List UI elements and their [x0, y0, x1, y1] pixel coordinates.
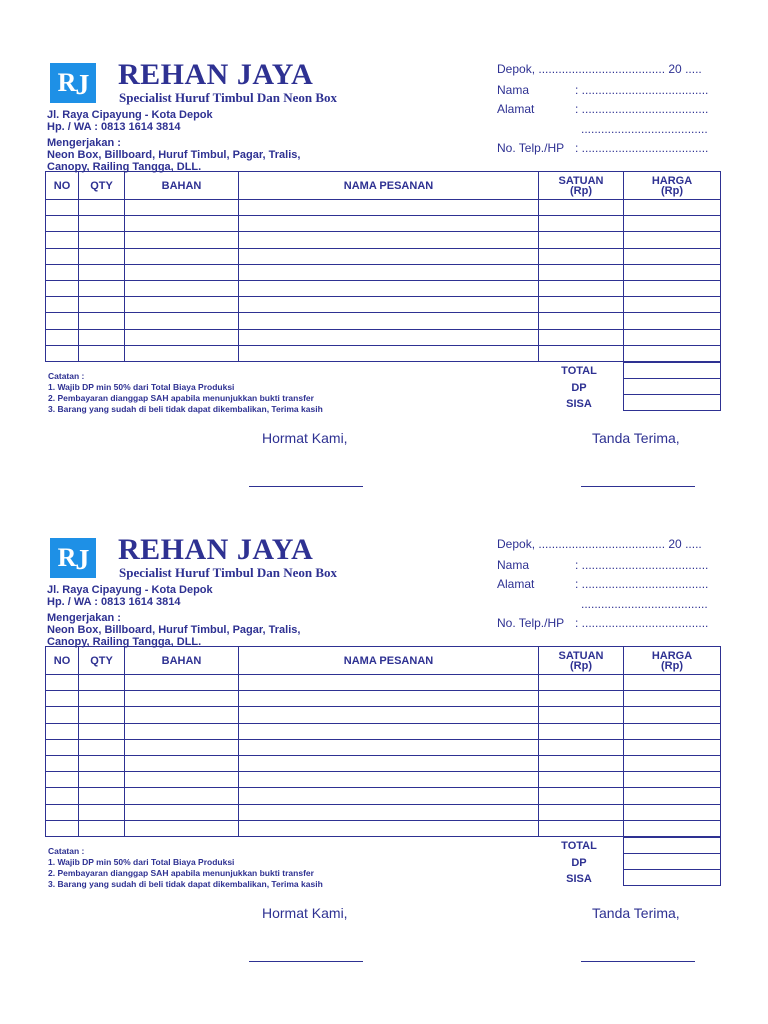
order-table [45, 646, 721, 837]
table-cell[interactable] [239, 772, 539, 788]
phone-value: : ...................................... [575, 616, 709, 630]
table-cell[interactable] [79, 788, 125, 804]
table-cell[interactable] [46, 675, 79, 691]
table-cell[interactable] [539, 804, 624, 820]
table-row [46, 675, 721, 691]
signature-sender-label: Hormat Kami, [262, 430, 348, 446]
col-header-nama-pesanan: NAMA PESANAN [239, 172, 539, 200]
table-cell[interactable] [539, 345, 624, 361]
dp-cell[interactable] [624, 854, 721, 870]
sisa-cell[interactable] [624, 870, 721, 886]
address-value: : ...................................... [575, 102, 709, 116]
table-cell[interactable] [46, 723, 79, 739]
table-cell[interactable] [79, 200, 125, 216]
col-header-satuan: SATUAN (Rp) [539, 172, 624, 200]
table-cell[interactable] [539, 772, 624, 788]
table-cell[interactable] [125, 772, 239, 788]
table-cell[interactable] [539, 216, 624, 232]
table-cell[interactable] [46, 248, 79, 264]
col-header-qty: QTY [79, 647, 125, 675]
table-cell[interactable] [239, 313, 539, 329]
table-cell[interactable] [79, 216, 125, 232]
table-cell[interactable] [79, 232, 125, 248]
table-cell[interactable] [539, 313, 624, 329]
table-cell[interactable] [624, 216, 721, 232]
table-cell[interactable] [46, 820, 79, 836]
table-cell[interactable] [239, 739, 539, 755]
totals-table [623, 837, 721, 886]
company-name: REHAN JAYA [118, 533, 314, 566]
table-row [46, 723, 721, 739]
col-header-harga: HARGA (Rp) [624, 172, 721, 200]
table-cell[interactable] [46, 739, 79, 755]
table-cell[interactable] [125, 707, 239, 723]
company-address: Jl. Raya Cipayung - Kota Depok [47, 109, 213, 121]
address-field[interactable] [497, 102, 708, 116]
table-cell[interactable] [125, 280, 239, 296]
services-title: Mengerjakan : [47, 612, 121, 624]
table-cell[interactable] [624, 691, 721, 707]
total-label: TOTAL [561, 365, 597, 377]
note-item: 3. Barang yang sudah di beli tidak dapat dikembalikan, Terima kasih [48, 879, 323, 889]
table-cell[interactable] [125, 804, 239, 820]
table-cell[interactable] [125, 216, 239, 232]
table-cell[interactable] [46, 216, 79, 232]
note-item: 1. Wajib DP min 50% dari Total Biaya Produksi [48, 857, 235, 867]
phone-label: No. Telp./HP [497, 616, 565, 630]
table-cell[interactable] [539, 248, 624, 264]
company-tagline: Specialist Huruf Timbul Dan Neon Box [119, 90, 338, 105]
totals-table [623, 362, 721, 411]
table-row [46, 216, 721, 232]
table-cell[interactable] [624, 232, 721, 248]
sisa-label: SISA [566, 873, 592, 885]
table-cell[interactable] [624, 264, 721, 280]
name-value: : ...................................... [575, 83, 709, 97]
company-logo: RJ [50, 63, 96, 103]
phone-label: No. Telp./HP [497, 141, 565, 155]
table-cell[interactable] [46, 788, 79, 804]
table-cell[interactable] [539, 820, 624, 836]
dp-label: DP [571, 382, 587, 394]
table-row [46, 297, 721, 313]
table-cell[interactable] [46, 345, 79, 361]
signature-receiver-line[interactable] [581, 961, 695, 962]
table-cell[interactable] [239, 675, 539, 691]
table-cell[interactable] [125, 200, 239, 216]
table-cell[interactable] [46, 280, 79, 296]
table-cell[interactable] [79, 297, 125, 313]
company-tagline: Specialist Huruf Timbul Dan Neon Box [119, 565, 338, 580]
table-cell[interactable] [46, 691, 79, 707]
table-cell[interactable] [624, 804, 721, 820]
total-cell[interactable] [624, 363, 721, 379]
address-value: : ...................................... [575, 577, 709, 591]
name-label: Nama [497, 83, 530, 97]
table-cell[interactable] [539, 297, 624, 313]
address-label: Alamat [497, 102, 535, 116]
table-row [46, 788, 721, 804]
address-field-line2[interactable]: ...................................... [581, 122, 708, 136]
name-label: Nama [497, 558, 530, 572]
phone-field[interactable] [497, 141, 708, 155]
table-cell[interactable] [539, 691, 624, 707]
signature-sender-line[interactable] [249, 961, 363, 962]
dp-cell[interactable] [624, 379, 721, 395]
table-cell[interactable] [539, 723, 624, 739]
table-cell[interactable] [125, 345, 239, 361]
sisa-cell[interactable] [624, 395, 721, 411]
table-cell[interactable] [79, 264, 125, 280]
table-cell[interactable] [79, 675, 125, 691]
services-list: Neon Box, Billboard, Huruf Timbul, Pagar, Tralis, Canopy, Railing Tangga, DLL. [47, 149, 301, 173]
address-label: Alamat [497, 577, 535, 591]
table-cell[interactable] [46, 232, 79, 248]
table-cell[interactable] [79, 772, 125, 788]
table-cell[interactable] [624, 248, 721, 264]
table-cell[interactable] [539, 200, 624, 216]
table-cell[interactable] [239, 820, 539, 836]
total-cell[interactable] [624, 838, 721, 854]
name-field[interactable] [497, 83, 708, 97]
col-header-qty: QTY [79, 172, 125, 200]
col-header-harga: HARGA (Rp) [624, 647, 721, 675]
col-header-no: NO [46, 647, 79, 675]
table-cell[interactable] [624, 788, 721, 804]
company-address: Jl. Raya Cipayung - Kota Depok [47, 584, 213, 596]
table-cell[interactable] [79, 691, 125, 707]
table-cell[interactable] [125, 264, 239, 280]
table-cell[interactable] [125, 675, 239, 691]
address-field-line2[interactable]: ...................................... [581, 597, 708, 611]
table-cell[interactable] [239, 297, 539, 313]
table-cell[interactable] [239, 329, 539, 345]
table-cell[interactable] [624, 723, 721, 739]
table-cell[interactable] [624, 820, 721, 836]
table-cell[interactable] [46, 329, 79, 345]
table-cell[interactable] [79, 280, 125, 296]
table-cell[interactable] [79, 820, 125, 836]
notes-title: Catatan : [48, 371, 85, 381]
services-list: Neon Box, Billboard, Huruf Timbul, Pagar, Tralis, Canopy, Railing Tangga, DLL. [47, 624, 301, 648]
table-cell[interactable] [79, 755, 125, 771]
table-row [46, 232, 721, 248]
table-cell[interactable] [539, 755, 624, 771]
table-row [46, 707, 721, 723]
invoice-copy-2 [0, 475, 768, 975]
table-cell[interactable] [239, 691, 539, 707]
table-cell[interactable] [125, 297, 239, 313]
table-cell[interactable] [46, 772, 79, 788]
company-phone: Hp. / WA : 0813 1614 3814 [47, 596, 181, 608]
table-cell[interactable] [539, 232, 624, 248]
table-cell[interactable] [539, 707, 624, 723]
table-row [46, 248, 721, 264]
table-cell[interactable] [624, 280, 721, 296]
table-cell[interactable] [79, 345, 125, 361]
table-cell[interactable] [239, 264, 539, 280]
invoice-copy-1 [0, 0, 768, 500]
total-label: TOTAL [561, 840, 597, 852]
table-cell[interactable] [46, 755, 79, 771]
table-cell[interactable] [539, 788, 624, 804]
table-cell[interactable] [79, 804, 125, 820]
notes-title: Catatan : [48, 846, 85, 856]
date-field[interactable]: Depok, ...................................... 20 ..... [497, 537, 702, 551]
table-cell[interactable] [125, 232, 239, 248]
table-cell[interactable] [539, 280, 624, 296]
table-cell[interactable] [79, 248, 125, 264]
table-cell[interactable] [46, 264, 79, 280]
note-item: 1. Wajib DP min 50% dari Total Biaya Produksi [48, 382, 235, 392]
table-cell[interactable] [125, 788, 239, 804]
table-cell[interactable] [79, 739, 125, 755]
table-cell[interactable] [125, 723, 239, 739]
col-header-bahan: BAHAN [125, 172, 239, 200]
table-row [46, 345, 721, 361]
company-phone: Hp. / WA : 0813 1614 3814 [47, 121, 181, 133]
table-cell[interactable] [125, 739, 239, 755]
table-row [46, 280, 721, 296]
table-cell[interactable] [624, 772, 721, 788]
table-cell[interactable] [239, 804, 539, 820]
services-title: Mengerjakan : [47, 137, 121, 149]
table-cell[interactable] [239, 788, 539, 804]
table-row [46, 329, 721, 345]
col-header-satuan: SATUAN (Rp) [539, 647, 624, 675]
table-cell[interactable] [539, 329, 624, 345]
table-cell[interactable] [239, 755, 539, 771]
table-cell[interactable] [79, 723, 125, 739]
table-cell[interactable] [624, 675, 721, 691]
signature-receiver-label: Tanda Terima, [592, 905, 680, 921]
table-cell[interactable] [239, 345, 539, 361]
table-cell[interactable] [125, 755, 239, 771]
table-row [46, 820, 721, 836]
table-cell[interactable] [624, 345, 721, 361]
table-cell[interactable] [624, 739, 721, 755]
table-cell[interactable] [125, 313, 239, 329]
signature-sender-label: Hormat Kami, [262, 905, 348, 921]
sisa-label: SISA [566, 398, 592, 410]
table-cell[interactable] [239, 200, 539, 216]
table-cell[interactable] [46, 804, 79, 820]
table-row [46, 264, 721, 280]
table-cell[interactable] [79, 707, 125, 723]
order-table [45, 171, 721, 362]
table-cell[interactable] [79, 329, 125, 345]
dp-label: DP [571, 857, 587, 869]
table-cell[interactable] [46, 297, 79, 313]
signature-receiver-label: Tanda Terima, [592, 430, 680, 446]
table-cell[interactable] [125, 820, 239, 836]
table-cell[interactable] [624, 313, 721, 329]
table-cell[interactable] [46, 200, 79, 216]
table-cell[interactable] [624, 200, 721, 216]
table-cell[interactable] [46, 707, 79, 723]
table-row [46, 755, 721, 771]
name-value: : ...................................... [575, 558, 709, 572]
table-cell[interactable] [239, 216, 539, 232]
phone-field[interactable] [497, 616, 708, 630]
table-row [46, 200, 721, 216]
table-cell[interactable] [125, 691, 239, 707]
table-cell[interactable] [125, 248, 239, 264]
name-field[interactable] [497, 558, 708, 572]
table-cell[interactable] [239, 248, 539, 264]
table-cell[interactable] [239, 707, 539, 723]
col-header-bahan: BAHAN [125, 647, 239, 675]
table-cell[interactable] [624, 707, 721, 723]
table-cell[interactable] [239, 280, 539, 296]
table-cell[interactable] [239, 232, 539, 248]
table-cell[interactable] [79, 313, 125, 329]
table-cell[interactable] [624, 755, 721, 771]
table-cell[interactable] [239, 723, 539, 739]
note-item: 2. Pembayaran dianggap SAH apabila menunjukkan bukti transfer [48, 868, 314, 878]
table-row [46, 691, 721, 707]
table-cell[interactable] [624, 329, 721, 345]
table-row [46, 739, 721, 755]
note-item: 3. Barang yang sudah di beli tidak dapat dikembalikan, Terima kasih [48, 404, 323, 414]
address-field[interactable] [497, 577, 708, 591]
note-item: 2. Pembayaran dianggap SAH apabila menunjukkan bukti transfer [48, 393, 314, 403]
table-cell[interactable] [624, 297, 721, 313]
table-cell[interactable] [539, 675, 624, 691]
phone-value: : ...................................... [575, 141, 709, 155]
col-header-nama-pesanan: NAMA PESANAN [239, 647, 539, 675]
table-cell[interactable] [539, 739, 624, 755]
table-row [46, 772, 721, 788]
table-cell[interactable] [539, 264, 624, 280]
table-row [46, 313, 721, 329]
table-cell[interactable] [125, 329, 239, 345]
table-row [46, 804, 721, 820]
col-header-no: NO [46, 172, 79, 200]
company-logo: RJ [50, 538, 96, 578]
table-cell[interactable] [46, 313, 79, 329]
company-name: REHAN JAYA [118, 58, 314, 91]
date-field[interactable]: Depok, ...................................... 20 ..... [497, 62, 702, 76]
